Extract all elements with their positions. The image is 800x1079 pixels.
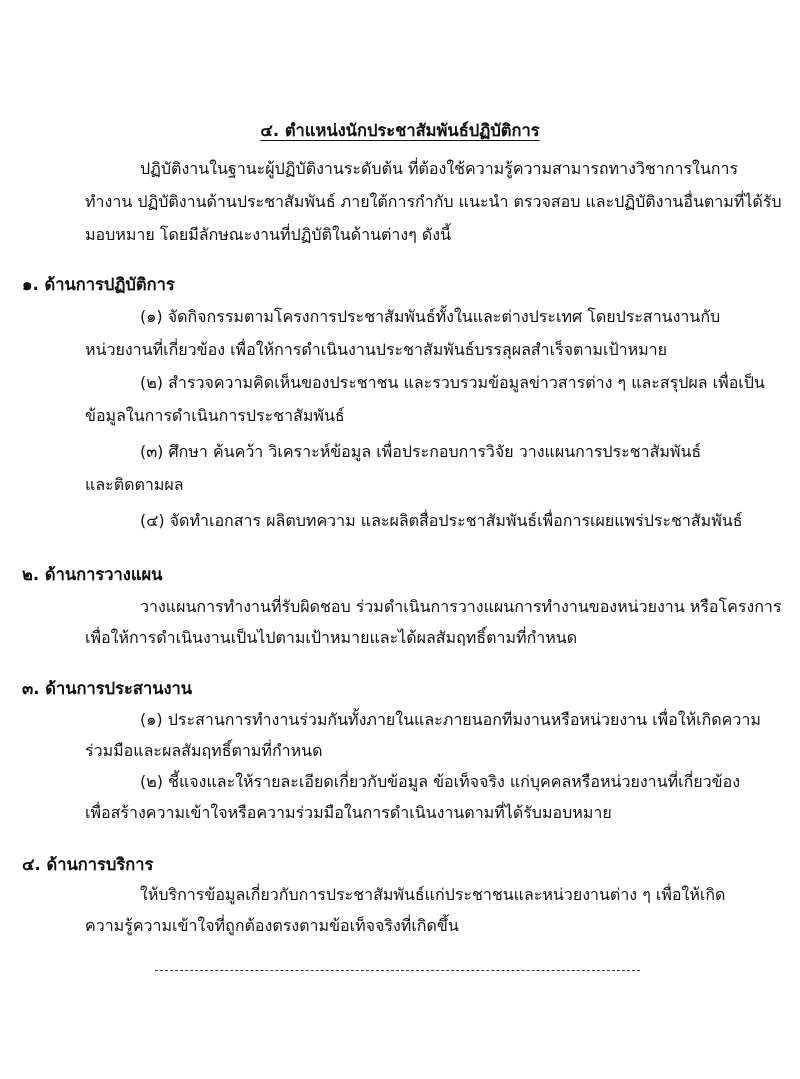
section-line: หน่วยงานที่เกี่ยวข้อง เพื่อให้การดำเนินงานประชาสัมพันธ์บรรลุผลสำเร็จตามเป้าหมาย <box>85 340 668 359</box>
section-heading: ๔. ด้านการบริการ <box>22 855 154 874</box>
document-title <box>0 118 800 144</box>
section-line: ข้อมูลในการดำเนินการประชาสัมพันธ์ <box>85 406 345 425</box>
intro-line: ปฏิบัติงานในฐานะผู้ปฏิบัติงานระดับต้น ที่ต้องใช้ความรู้ความสามารถทางวิชาการในการ <box>140 159 739 178</box>
section-heading: ๓. ด้านการประสานงาน <box>22 679 193 698</box>
intro-line: มอบหมาย โดยมีลักษณะงานที่ปฏิบัติในด้านต่างๆ ดังนี้ <box>85 225 452 244</box>
end-divider <box>155 970 640 971</box>
section-line: และติดตามผล <box>85 475 184 494</box>
section-line: ให้บริการข้อมูลเกี่ยวกับการประชาสัมพันธ์แก่ประชาชนและหน่วยงานต่าง ๆ เพื่อให้เกิด <box>140 885 726 904</box>
section-line: ความรู้ความเข้าใจที่ถูกต้องตรงตามข้อเท็จจริงที่เกิดขึ้น <box>85 916 459 935</box>
section-line: (๒) สำรวจความคิดเห็นของประชาชน และรวบรวมข้อมูลข่าวสารต่าง ๆ และสรุปผล เพื่อเป็น <box>140 373 765 392</box>
section-line: วางแผนการทำงานที่รับผิดชอบ ร่วมดำเนินการวางแผนการทำงานของหน่วยงาน หรือโครงการ <box>140 597 782 616</box>
section-line: (๓) ศึกษา ค้นคว้า วิเคราะห์ข้อมูล เพื่อประกอบการวิจัย วางแผนการประชาสัมพันธ์ <box>140 442 702 461</box>
section-line: (๔) จัดทำเอกสาร ผลิตบทความ และผลิตสื่อประชาสัมพันธ์เพื่อการเผยแพร่ประชาสัมพันธ์ <box>140 511 743 530</box>
section-line: เพื่อให้การดำเนินงานเป็นไปตามเป้าหมายและได้ผลสัมฤทธิ์ตามที่กำหนด <box>85 628 578 647</box>
intro-line: ทำงาน ปฏิบัติงานด้านประชาสัมพันธ์ ภายใต้การกำกับ แนะนำ ตรวจสอบ และปฏิบัติงานอื่นตามที่ได้รับ <box>85 192 782 211</box>
section-line: เพื่อสร้างความเข้าใจหรือความร่วมมือในการดำเนินงานตามที่ได้รับมอบหมาย <box>85 803 612 822</box>
document-title-text: ๔. ตำแหน่งนักประชาสัมพันธ์ปฏิบัติการ <box>260 121 540 140</box>
section-heading: ๒. ด้านการวางแผน <box>22 565 163 584</box>
section-line: (๑) ประสานการทำงานร่วมกันทั้งภายในและภายนอกทีมงานหรือหน่วยงาน เพื่อให้เกิดความ <box>140 710 761 729</box>
section-line: (๒) ชี้แจงและให้รายละเอียดเกี่ยวกับข้อมูล ข้อเท็จจริง แก่บุคคลหรือหน่วยงานที่เกี่ยวข้อง <box>140 772 741 791</box>
section-line: ร่วมมือและผลสัมฤทธิ์ตามที่กำหนด <box>85 741 323 760</box>
section-line: (๑) จัดกิจกรรมตามโครงการประชาสัมพันธ์ทั้งในและต่างประเทศ โดยประสานงานกับ <box>140 307 721 326</box>
section-heading: ๑. ด้านการปฏิบัติการ <box>22 275 175 294</box>
